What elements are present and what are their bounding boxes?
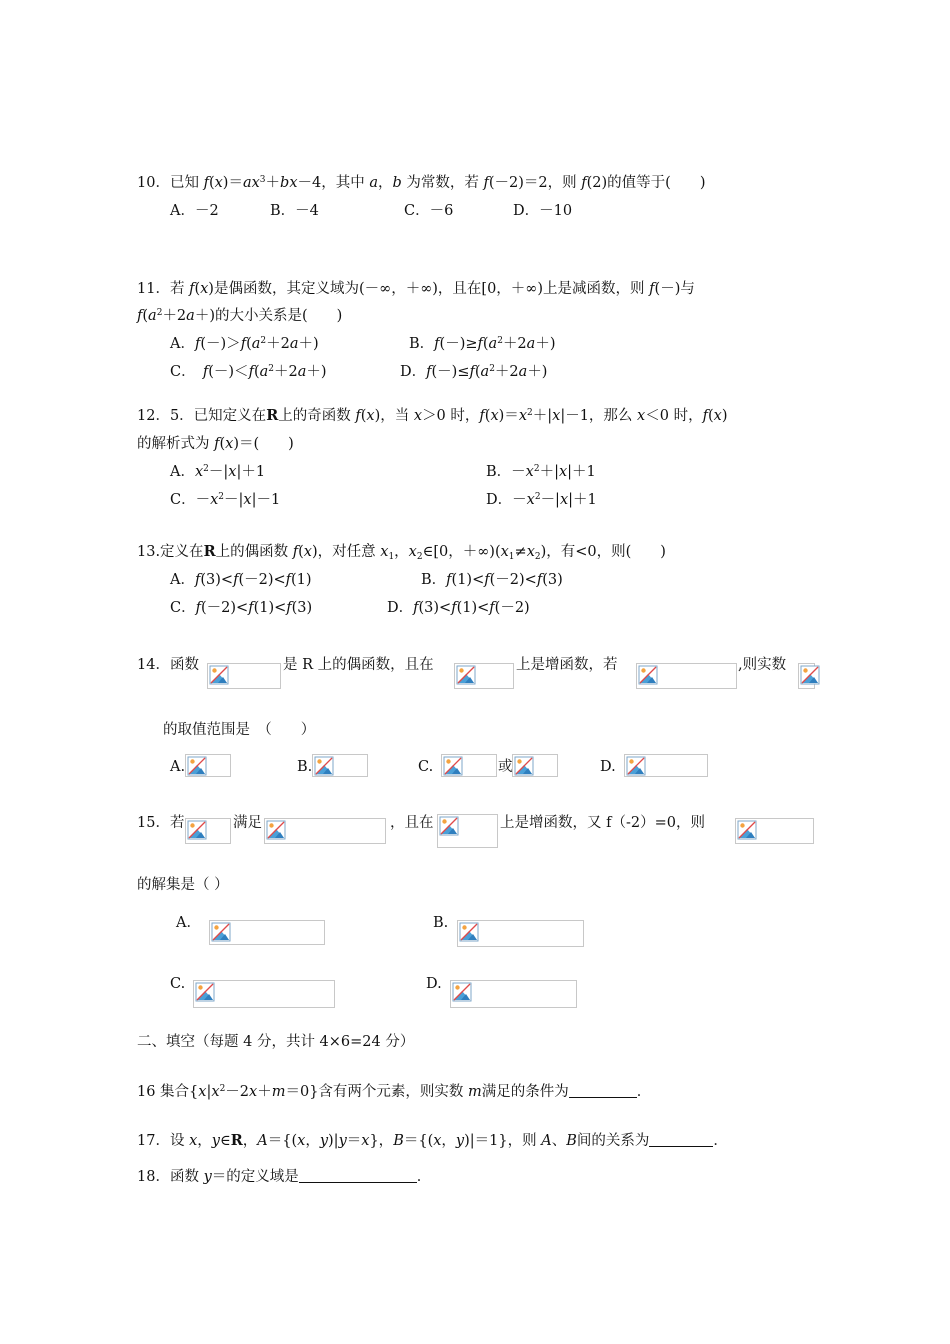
q11-option-b: B．$f(-)\ge f(a^2+2a+)$ xyxy=(409,336,556,352)
q15-text-2: 满足 xyxy=(233,815,262,831)
broken-image-icon xyxy=(187,820,207,840)
broken-image xyxy=(624,754,708,777)
q16: 16 集合$\{x|x^2-2x+m=0\}$含有两个元素，则实数 m满足的条件为 ． xyxy=(137,1084,652,1100)
answer-blank[interactable] xyxy=(569,1083,637,1098)
q13-line1: 13.定义在R上的偶函数 f(x)，对任意 $x_1$，$x_2\in[0$，$+\infty)(x_1\ne x_2)$，有<0，则( ) xyxy=(137,543,666,562)
broken-image xyxy=(312,754,368,777)
answer-blank[interactable] xyxy=(649,1132,713,1147)
broken-image-glyph xyxy=(800,665,820,685)
q12-option-a: A．$x^2-|x|+1$ xyxy=(170,464,266,480)
broken-image-glyph xyxy=(456,665,476,685)
broken-image-glyph xyxy=(266,820,286,840)
q12-option-d: D．$-x^2-|x|+1$ xyxy=(486,492,597,508)
broken-image-glyph xyxy=(459,922,479,942)
broken-image xyxy=(437,814,498,848)
q15-text-3: ，且在 xyxy=(390,815,434,831)
q10-stem: 10．已知 $f(x)=ax^3+bx-4$，其中 a，b 为常数，若 f(－2)＝2，则 f(2)的值等于( ) xyxy=(137,175,706,191)
broken-image-icon xyxy=(195,982,215,1002)
broken-image-icon xyxy=(514,756,534,776)
broken-image-glyph xyxy=(452,982,472,1002)
section-heading: 二、填空（每题 4 分，共计 4×6=24 分） xyxy=(137,1034,415,1050)
q11-line1: 11．若 f(x)是偶函数，其定义域为(－∞，＋∞)，且在[0，＋∞)上是减函数，则 f(－)与 xyxy=(137,281,695,297)
broken-image xyxy=(450,980,577,1008)
q13-option-a: A．f(3)<f(－2)<f(1) xyxy=(170,572,312,588)
broken-image-icon xyxy=(638,665,658,685)
broken-image-glyph xyxy=(443,756,463,776)
q15-text-1: 15．若 xyxy=(137,815,185,831)
broken-image-glyph xyxy=(737,820,757,840)
q15-text-4: 上是增函数，又 f（-2）=0，则 xyxy=(500,815,705,831)
broken-image-glyph xyxy=(638,665,658,685)
broken-image-icon xyxy=(439,816,459,836)
broken-image xyxy=(798,663,815,689)
broken-image xyxy=(454,663,514,689)
q18: 18．函数 y＝的定义域是 ． xyxy=(137,1169,432,1185)
q14-text-1: 14．函数 xyxy=(137,657,199,673)
q11-option-c: C． $f(-)<f(a^2+2a+)$ xyxy=(170,364,327,380)
broken-image-glyph xyxy=(514,756,534,776)
q10-option-c: C．－6 xyxy=(404,203,454,219)
q15-option-c-label: C. xyxy=(170,976,186,992)
broken-image-icon xyxy=(209,665,229,685)
q14-option-a-label: A. xyxy=(170,759,186,775)
broken-image xyxy=(209,920,325,945)
broken-image-glyph xyxy=(187,820,207,840)
q14-option-b-label: B. xyxy=(297,759,313,775)
q14-option-d-label: D. xyxy=(600,759,616,775)
q15-option-d-label: D. xyxy=(426,976,442,992)
broken-image xyxy=(193,980,335,1008)
q10-option-a: A．－2 xyxy=(170,203,219,219)
broken-image-icon xyxy=(443,756,463,776)
broken-image xyxy=(264,818,386,844)
broken-image xyxy=(185,818,231,844)
broken-image xyxy=(185,754,231,777)
broken-image-icon xyxy=(266,820,286,840)
q15-option-b-label: B. xyxy=(433,915,449,931)
q10-option-b: B．－4 xyxy=(270,203,319,219)
q13-option-d: D．f(3)<f(1)<f(－2) xyxy=(387,600,530,616)
broken-image xyxy=(735,818,814,844)
q17: 17．设 x，y∈R，A＝{(x，y)|y＝x}，B＝{(x，y)|＝1}，则 A、B间的关系为 ． xyxy=(137,1132,728,1149)
answer-blank[interactable] xyxy=(299,1168,417,1183)
broken-image-glyph xyxy=(314,756,334,776)
q14-line2: 的取值范围是 （ ） xyxy=(163,722,316,738)
q12-line1: 12．5．已知定义在R上的奇函数 f(x)，当 x＞0 时，$f(x)=x^2+|x|-1$，那么 x＜0 时，f(x) xyxy=(137,407,728,424)
q11-line2: $f(a^2+2a+)$的大小关系是( ) xyxy=(137,308,343,324)
broken-image xyxy=(457,920,584,947)
q12-option-b: B．$-x^2+|x|+1$ xyxy=(486,464,596,480)
broken-image-glyph xyxy=(187,756,207,776)
q12-line2: 的解析式为 f(x)＝( ) xyxy=(137,436,294,452)
q14-option-c-or: 或 xyxy=(498,759,513,775)
q13-option-b: B．f(1)<f(－2)<f(3) xyxy=(421,572,563,588)
broken-image-glyph xyxy=(195,982,215,1002)
q14-text-2: 是 R 上的偶函数，且在 xyxy=(283,657,434,673)
broken-image-icon xyxy=(737,820,757,840)
broken-image-icon xyxy=(452,982,472,1002)
q11-option-d: D．$f(-)\le f(a^2+2a+)$ xyxy=(400,364,548,380)
q14-option-c-label: C. xyxy=(418,759,434,775)
broken-image-glyph xyxy=(626,756,646,776)
q13-option-c: C．f(－2)<f(1)<f(3) xyxy=(170,600,313,616)
broken-image xyxy=(207,663,281,689)
broken-image-glyph xyxy=(439,816,459,836)
q15-option-a-label: A． xyxy=(176,915,201,931)
q12-option-c: C．$-x^2-|x|-1$ xyxy=(170,492,281,508)
broken-image xyxy=(636,663,737,689)
broken-image xyxy=(512,754,558,777)
q14-text-3: 上是增函数，若 xyxy=(516,657,618,673)
broken-image-icon xyxy=(187,756,207,776)
broken-image-icon xyxy=(459,922,479,942)
q15-line2: 的解集是（ ） xyxy=(137,877,229,893)
broken-image-icon xyxy=(456,665,476,685)
broken-image-icon xyxy=(314,756,334,776)
q10-option-d: D．－10 xyxy=(513,203,573,219)
broken-image xyxy=(441,754,497,777)
broken-image-glyph xyxy=(209,665,229,685)
broken-image-glyph xyxy=(211,922,231,942)
broken-image-icon xyxy=(626,756,646,776)
q14-text-4: ,则实数 xyxy=(738,657,787,673)
q11-option-a: A．$f(-)>f(a^2+2a+)$ xyxy=(170,336,319,352)
broken-image-icon xyxy=(800,665,820,685)
broken-image-icon xyxy=(211,922,231,942)
